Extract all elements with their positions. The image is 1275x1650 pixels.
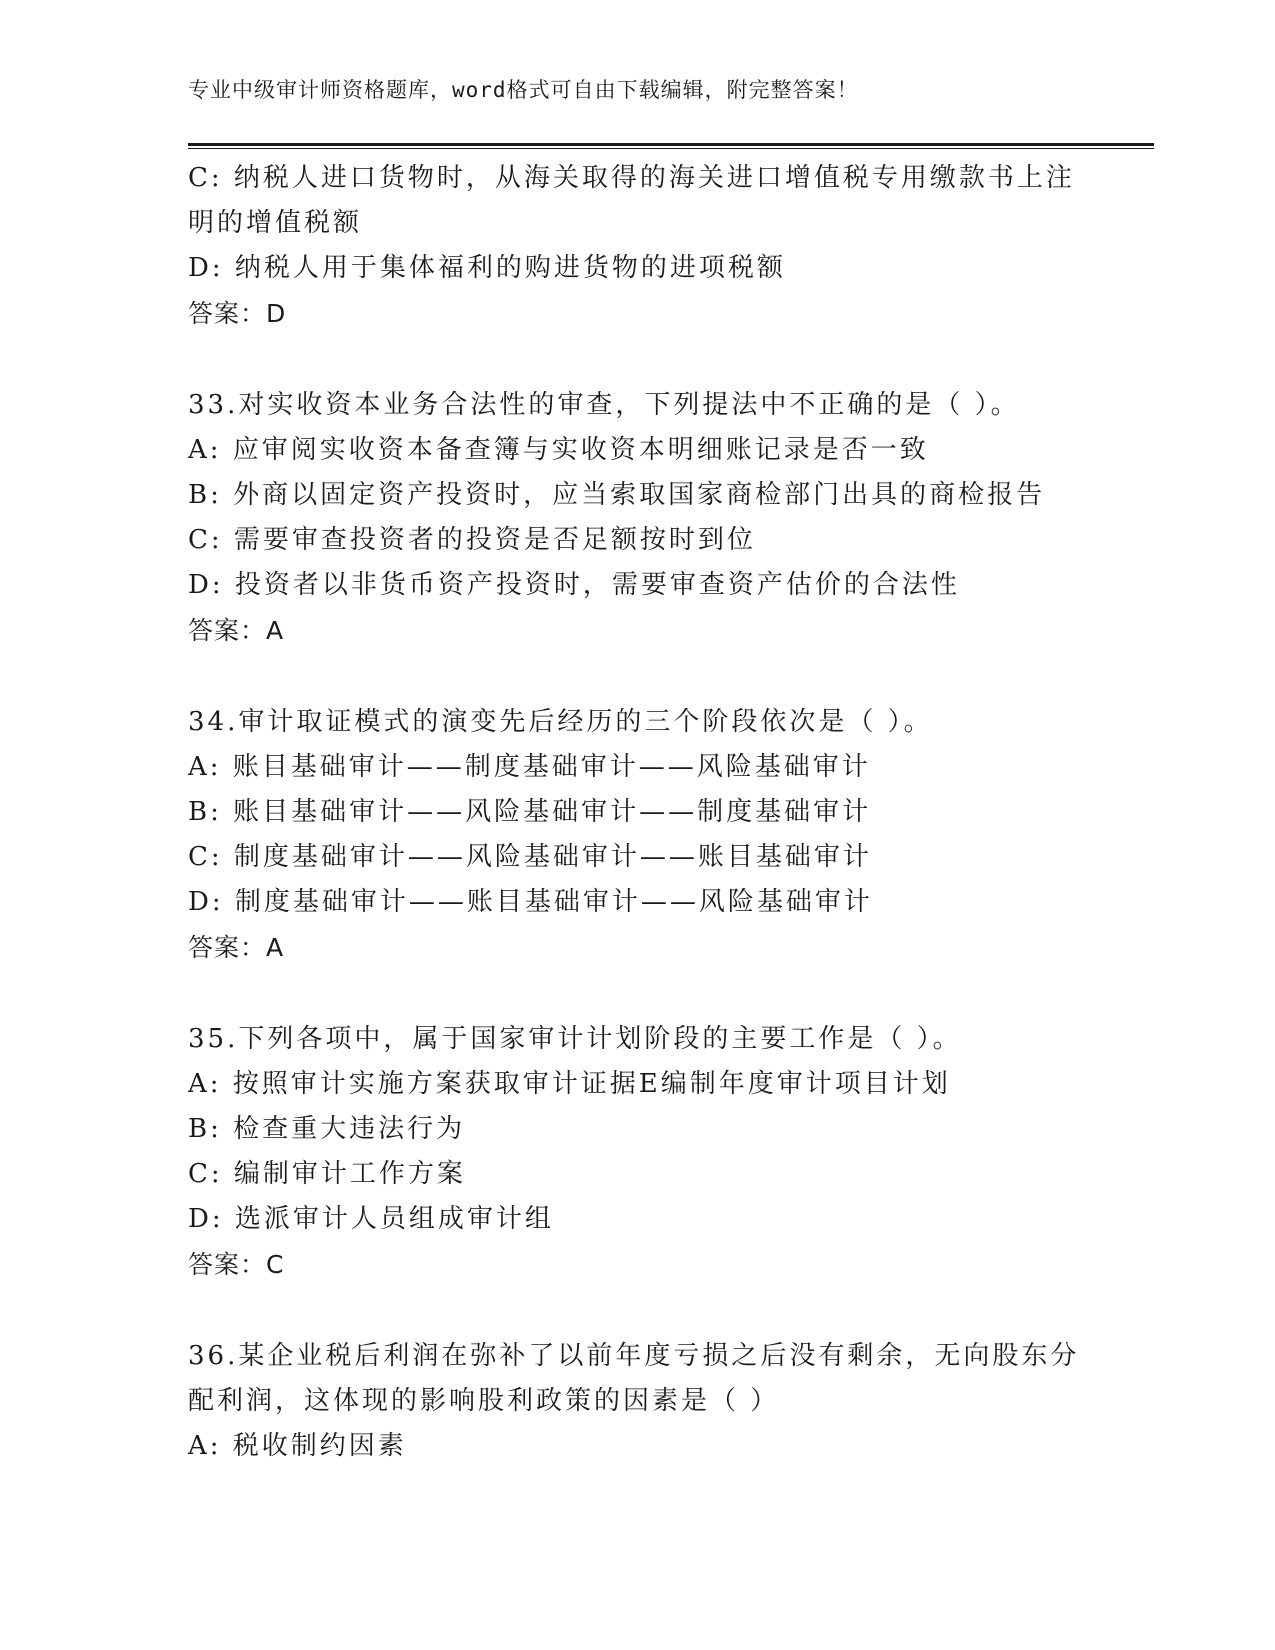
- question-block: [188, 383, 1088, 653]
- option-text: A: 账目基础审计——制度基础审计——风险基础审计: [188, 752, 871, 782]
- question-block: [188, 1017, 1088, 1287]
- answer-text: 答案：A: [188, 616, 285, 645]
- option-text: B: 检查重大违法行为: [188, 1114, 466, 1144]
- option-text: B: 外商以固定资产投资时，应当索取国家商检部门出具的商检报告: [188, 480, 1046, 510]
- page-header: 专业中级审计师资格题库，word格式可自由下载编辑，附完整答案！: [188, 78, 859, 102]
- question-block: [188, 1334, 1088, 1469]
- option-text: C: 编制审计工作方案: [188, 1159, 466, 1189]
- option-text: C: 需要审查投资者的投资是否足额按时到位: [188, 525, 756, 555]
- question-text: 33.对实收资本业务合法性的审查，下列提法中不正确的是（ ）。: [188, 390, 1020, 420]
- option-text: D: 制度基础审计——账目基础审计——风险基础审计: [188, 887, 873, 917]
- question-text: 35.下列各项中，属于国家审计计划阶段的主要工作是（ ）。: [188, 1024, 962, 1054]
- option-text: C: 制度基础审计——风险基础审计——账目基础审计: [188, 842, 872, 872]
- answer-text: 答案：C: [188, 1250, 285, 1279]
- question-block: [188, 156, 1088, 336]
- question-content: [188, 156, 1088, 1469]
- question-block: [188, 700, 1088, 970]
- option-text: C: 纳税人进口货物时，从海关取得的海关进口增值税专用缴款书上注: [188, 163, 1075, 193]
- option-text: B: 账目基础审计——风险基础审计——制度基础审计: [188, 797, 872, 827]
- option-text: 明的增值税额: [188, 208, 363, 238]
- question-text: 配利润，这体现的影响股利政策的因素是（ ）: [188, 1386, 780, 1416]
- option-text: D: 纳税人用于集体福利的购进货物的进项税额: [188, 253, 786, 283]
- answer-text: 答案：D: [188, 299, 287, 328]
- answer-text: 答案：A: [188, 933, 285, 962]
- question-text: 36.某企业税后利润在弥补了以前年度亏损之后没有剩余，无向股东分: [188, 1341, 1080, 1371]
- option-text: A: 税收制约因素: [188, 1431, 407, 1461]
- question-text: 34.审计取证模式的演变先后经历的三个阶段依次是（ ）。: [188, 707, 933, 737]
- header-divider: [188, 143, 1154, 149]
- option-text: A: 应审阅实收资本备查簿与实收资本明细账记录是否一致: [188, 435, 929, 465]
- option-text: A: 按照审计实施方案获取审计证据E编制年度审计项目计划: [188, 1069, 951, 1099]
- option-text: D: 投资者以非货币资产投资时，需要审查资产估价的合法性: [188, 570, 960, 600]
- option-text: D: 选派审计人员组成审计组: [188, 1204, 554, 1234]
